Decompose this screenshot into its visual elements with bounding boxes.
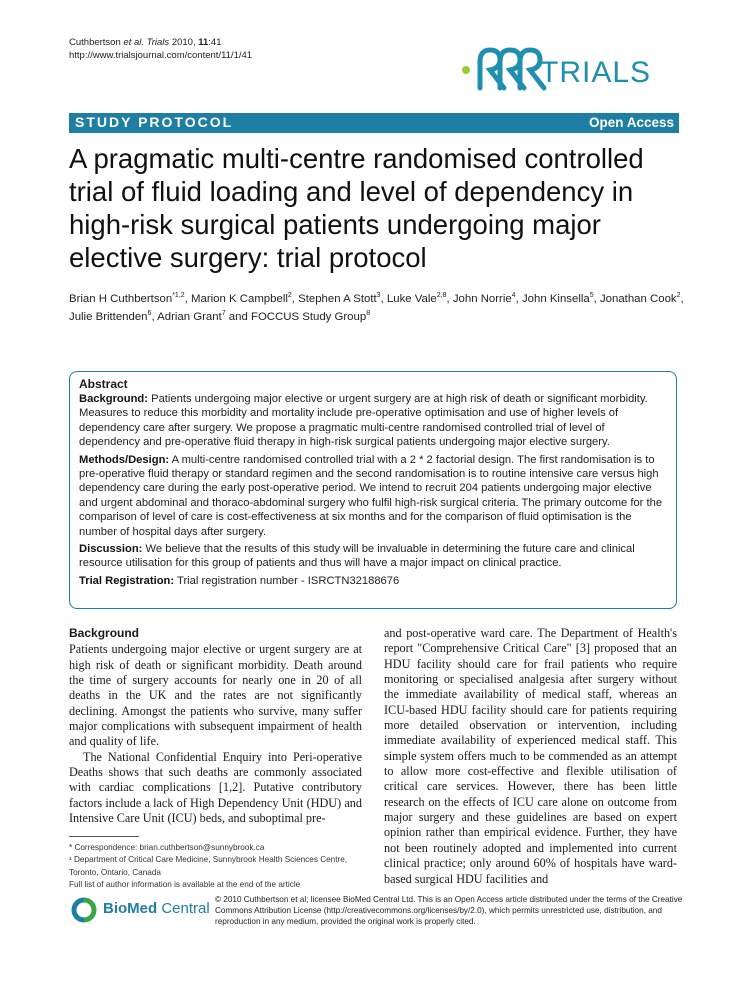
affiliation-note: ¹ Department of Critical Care Medicine, Sunnybrook Health Sciences Centre, <box>69 855 348 865</box>
author: Adrian Grant <box>157 311 222 323</box>
body-column-left <box>69 626 362 826</box>
abstract-methods: Methods/Design: A multi-centre randomised controlled trial with a 2 * 2 factorial design. The first randomisation is to pre-operative fluid therapy or standard regimen and the second randomisation is to routine intensive care versus high dependency care during the early post-operative period. We intend to recruit 204 patients undergoing major elective and urgent abdominal and thoraco-abdominal surgery who fulfil high-risk surgical criteria. The primary outcome for the comparison of level of care is cost-effectiveness at six months and for the comparison of fluid optimisation is the number of hospital days after surgery. <box>79 453 663 538</box>
citation-line: Cuthbertson et al. Trials 2010, 11:41 <box>69 37 222 48</box>
author: Stephen A Stott <box>298 293 377 305</box>
author: Brian H Cuthbertson <box>69 293 173 305</box>
footnote-divider <box>69 836 139 837</box>
body-paragraph: Patients undergoing major elective or urgent surgery are at high risk of death or significant morbidity. Death around the time of surgery accounts for nearly one in 20 of all deaths in the UK and the rates are not significantly declining. Amongst the patients who survive, many suffer major complications with subsequent impairment of health and quality of life. <box>69 642 362 749</box>
author: Jonathan Cook <box>599 293 677 305</box>
article-title: A pragmatic multi-centre randomised controlled trial of fluid loading and level of dependency in high-risk surgical patients undergoing major elective surgery: trial protocol <box>69 143 644 273</box>
article-type-label: STUDY PROTOCOL <box>75 114 234 130</box>
author: John Norrie <box>452 293 512 305</box>
body-column-right <box>384 626 677 887</box>
author: John Kinsella <box>521 293 590 305</box>
abstract-heading: Abstract <box>79 377 128 391</box>
author: Luke Vale <box>386 293 437 305</box>
abstract-discussion: Discussion: We believe that the results of this study will be invaluable in determining the future care and clinical resource utilisation for this group of patients and thus will have a major impact on clinical practice. <box>79 543 635 570</box>
journal-name: TRIALS <box>540 56 652 89</box>
author-list: Brian H Cuthbertson$^{*1,2}$, Marion K Campbell$^2$, Stephen A Stott$^3$, Luke Vale$^{2,8}$, John Norrie$^4$, John Kinsella$^5$, Jonathan Cook$^2$, Julie Brittenden$^6$, Adrian Grant$^7$ and FOCCUS Study Group$^8$ <box>69 292 684 323</box>
author: FOCCUS Study Group <box>250 311 367 323</box>
abstract-box <box>69 371 677 609</box>
author-info-note: Full list of author information is available at the end of the article <box>69 880 301 890</box>
abstract-background: Background: Patients undergoing major elective or urgent surgery are at high risk of death or significant morbidity. Measures to reduce this morbidity and mortality include pre-operative optimisation and use of higher levels of dependency care after surgery. We propose a pragmatic multi-centre randomised controlled trial of level of dependency and pre-operative fluid therapy in high-risk surgical patients undergoing major elective surgery. <box>79 393 648 449</box>
publisher-name: BioMed Central <box>103 900 210 917</box>
body-paragraph: and post-operative ward care. The Department of Health's report "Comprehensive Critical Care" [3] proposed that an HDU facility should care for frail patients who require monitoring or specialised analgesia after surgery without the immediate availability of medical staff, whereas an ICU-based HDU facility should care for patients requiring more detailed observation or intervention, including immediate availability of experienced medical staff. This simple system offers much to be commended as an attempt to allow more cost-effective and flexible utilisation of critical care services. However, there has been little research on the effects of ICU care alone on outcome from major surgery and these guidelines are based on expert opinion rather than empirical evidence. Further, they have not been routinely adopted and implemented into current clinical practice; only around 60% of hospitals have ward-based surgical HDU facilities and <box>384 626 677 886</box>
footnotes <box>69 842 369 892</box>
abstract-registration: Trial Registration: Trial registration number - ISRCTN32188676 <box>79 574 400 587</box>
biomed-central-logo-icon <box>69 897 99 923</box>
body-paragraph: The National Confidential Enquiry into Peri-operative Deaths shows that such deaths are commonly associated with cardiac complications [1,2]. Putative contributory factors include a lack of High Dependency Unit (HDU) and Intensive Care Unit (ICU) beds, and suboptimal pre- <box>69 749 362 826</box>
affiliation-note: Toronto, Ontario, Canada <box>69 867 161 877</box>
open-access-label: Open Access <box>588 115 674 130</box>
author: Marion K Campbell <box>191 293 288 305</box>
section-heading: Background <box>69 626 140 640</box>
correspondence-note: * Correspondence: brian.cuthbertson@sunnybrook.ca <box>69 843 265 852</box>
article-url[interactable]: http://www.trialsjournal.com/content/11/1/41 <box>69 50 253 61</box>
author: Julie Brittenden <box>69 311 148 323</box>
copyright-notice: © 2010 Cuthbertson et al; licensee BioMed Central Ltd. This is an Open Access article distributed under the terms of the Creative Commons Attribution License (http://creativecommons.org/licenses/by/2.0), which permits unrestricted use, distribution, and reproduction in any medium, provided the original work is properly cited. <box>215 895 683 927</box>
